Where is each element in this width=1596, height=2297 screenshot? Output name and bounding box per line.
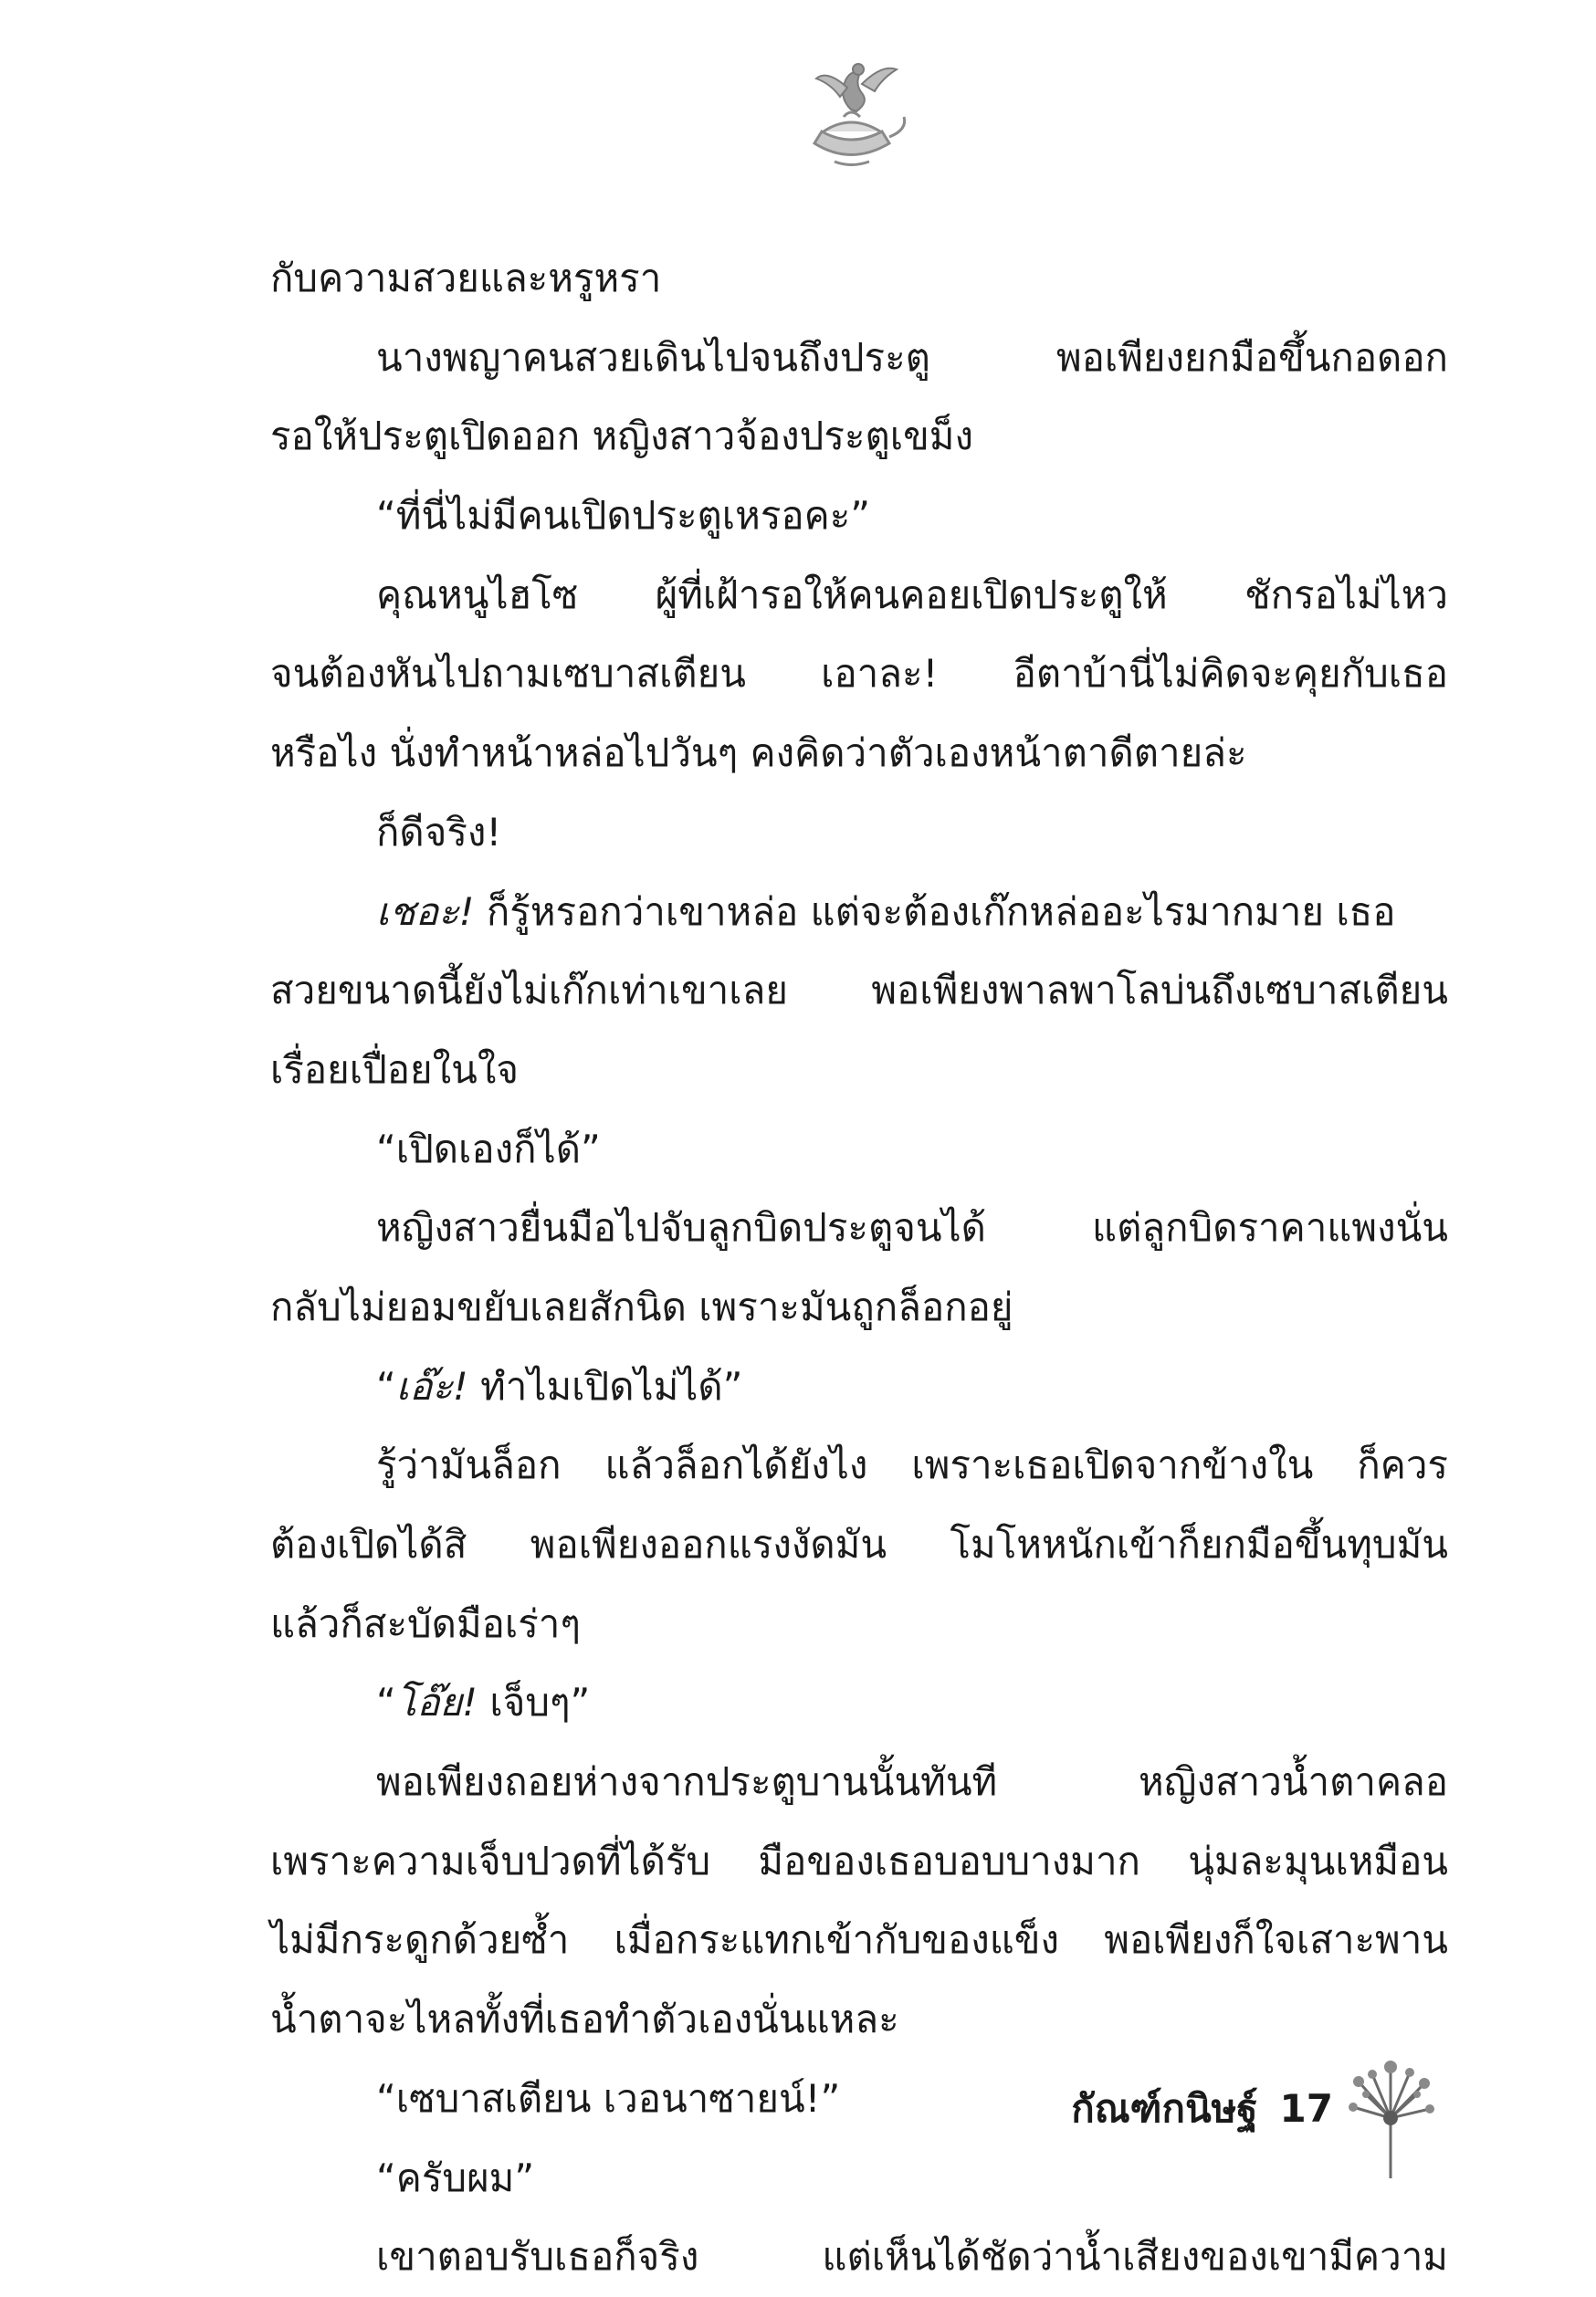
text-line: รู้ว่ามันล็อก แล้วล็อกได้ยังไง เพราะเธอเปิดจากข้างใน ก็ควร: [376, 1442, 1448, 1488]
text-line: หรือไง นั่งทำหน้าหล่อไปวันๆ คงคิดว่าตัวเองหน้าตาดีตายล่ะ: [270, 730, 1247, 776]
page-footer: [950, 2072, 1333, 2145]
text-line: “เซบาสเตียน เวอนาซายน์!”: [376, 2075, 841, 2121]
text-line: คุณหนูไฮโซ ผู้ที่เฝ้ารอให้คนคอยเปิดประตูให้ ชักรอไม่ไหว: [376, 572, 1448, 617]
text-line: ต้องเปิดได้สิ พอเพียงออกแรงงัดมัน โมโหหนักเข้าก็ยกมือขึ้นทุบมัน: [270, 1522, 1448, 1567]
text-line: “ที่นี่ไม่มีคนเปิดประตูเหรอคะ”: [376, 493, 871, 539]
text-line: นางพญาคนสวยเดินไปจนถึงประตู พอเพียงยกมือขึ้นกอดอก: [376, 334, 1448, 380]
text-line: กลับไม่ยอมขยับเลยสักนิด เพราะมันถูกล็อกอยู่: [270, 1284, 1013, 1329]
text-line: “เปิดเองก็ได้”: [376, 1126, 601, 1171]
text-line: ไม่มีกระดูกด้วยซ้ำ เมื่อกระแทกเข้ากับของแข็ง พอเพียงก็ใจเสาะพาน: [270, 1917, 1448, 1963]
text-line: น้ำตาจะไหลทั้งที่เธอทำตัวเองนั่นแหละ: [270, 1997, 899, 2042]
text-line: กับความสวยและหรูหรา: [270, 256, 662, 300]
text-line: ก็ดีจริง!: [376, 809, 502, 855]
text-line: เขาตอบรับเธอก็จริง แต่เห็นได้ชัดว่าน้ำเสียงของเขามีความ: [376, 2234, 1448, 2280]
text-line: จนต้องหันไปถามเซบาสเตียน เอาละ! อีตาบ้านี่ไม่คิดจะคุยกับเธอ: [270, 651, 1448, 697]
italic-exclamation: เชอะ!: [376, 888, 475, 934]
open-quote: “: [376, 1363, 396, 1409]
text-line: “ครับผม”: [376, 2155, 535, 2200]
text-line-rest: เจ็บๆ”: [478, 1680, 591, 1725]
text-line: เพราะความเจ็บปวดที่ได้รับ มือของเธอบอบบางมาก นุ่มละมุนเหมือน: [270, 1838, 1448, 1883]
footer-title: กัณฑ์กนิษฐ์: [1071, 2086, 1258, 2131]
body-text: [270, 239, 1448, 2297]
text-line: [270, 1663, 1448, 1743]
text-line: รอให้ประตูเปิดออก หญิงสาวจ้องประตูเขม็ง: [270, 414, 973, 459]
lamp-with-fairy-icon: [787, 57, 915, 184]
text-line: หญิงสาวยื่นมือไปจับลูกบิดประตูจนได้ แต่ลูกบิดราคาแพงนั่น: [376, 1205, 1448, 1251]
text-line: เรื่อยเปื่อยในใจ: [270, 1046, 519, 1092]
page-number: 17: [1279, 2086, 1333, 2131]
text-line: แล้วก็สะบัดมือเร่าๆ: [270, 1600, 581, 1646]
text-line-rest: ทำไมเปิดไม่ได้”: [467, 1363, 743, 1409]
italic-exclamation: โอ๊ย!: [395, 1680, 478, 1725]
italic-exclamation: เอ๊ะ!: [395, 1363, 468, 1409]
text-line-rest: ก็รู้หรอกว่าเขาหล่อ แต่จะต้องเก๊กหล่ออะไรมากมาย เธอ: [474, 888, 1396, 934]
text-line: [270, 873, 1448, 952]
open-quote: “: [376, 1680, 396, 1725]
text-line: พอเพียงถอยห่างจากประตูบานนั้นทันที หญิงสาวน้ำตาคลอ: [376, 1759, 1448, 1805]
flower-icon: [1340, 2054, 1441, 2182]
text-line: สวยขนาดนี้ยังไม่เก๊กเท่าเขาเลย พอเพียงพาลพาโลบ่นถึงเซบาสเตียน: [270, 968, 1448, 1013]
text-line: [270, 1348, 1448, 1427]
